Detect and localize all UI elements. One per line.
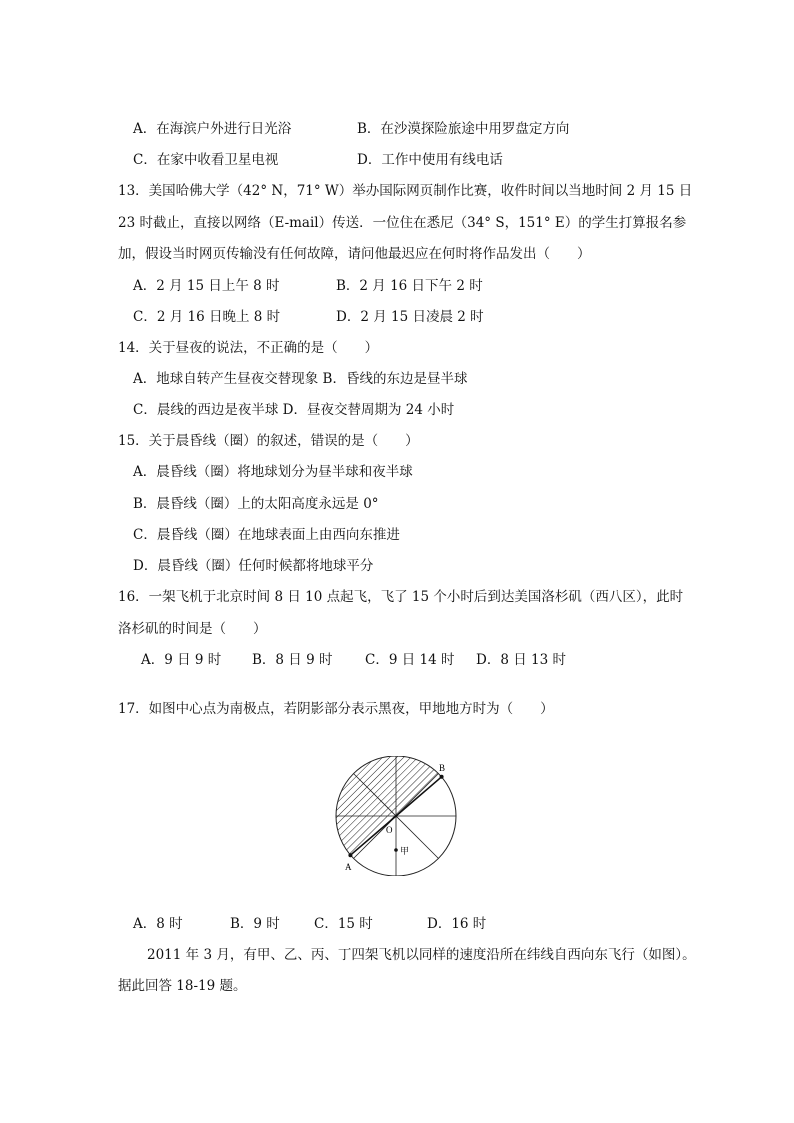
q15-stem: 15．关于晨昏线（圈）的叙述，错误的是（ ）: [118, 433, 419, 449]
q12-option-d: D．工作中使用有线电话: [357, 152, 503, 168]
label-a: A: [345, 862, 352, 872]
q12-option-b: B．在沙漠探险旅途中用罗盘定方向: [357, 121, 570, 137]
q13-stem-line3: 加，假设当时网页传输没有任何故障，请问他最迟应在何时将作品发出（ ）: [118, 246, 591, 262]
q15-option-a: A．晨昏线（圈）将地球划分为昼半球和夜半球: [133, 464, 413, 480]
q17-option-d: D．16 时: [427, 916, 487, 932]
south-pole-point: [395, 815, 398, 818]
q13-stem-line1: 13．美国哈佛大学（42° N，71° W）举办国际网页制作比赛，收件时间以当地时间 2 月 15 日: [118, 183, 693, 199]
point-a: [348, 853, 352, 857]
point-b: [440, 775, 444, 779]
q13-option-d: D．2 月 15 日凌晨 2 时: [336, 309, 484, 325]
q14-options-ab: A．地球自转产生昼夜交替现象 B．昏线的东边是昼半球: [133, 371, 468, 387]
q15-option-d: D．晨昏线（圈）任何时候都将地球平分: [133, 558, 374, 574]
q16-stem-line1: 16．一架飞机于北京时间 8 日 10 点起飞，飞了 15 个小时后到达美国洛杉矶（西八区），此时: [118, 589, 684, 605]
q13-option-b: B．2 月 16 日下午 2 时: [336, 278, 483, 294]
q14-stem: 14．关于昼夜的说法，不正确的是（ ）: [118, 340, 379, 356]
q14-options-cd: C．晨线的西边是夜半球 D．昼夜交替周期为 24 小时: [133, 402, 455, 418]
night-region: [336, 756, 442, 855]
passage-line1: 2011 年 3 月，有甲、乙、丙、丁四架飞机以同样的速度沿所在纬线自西向东飞行（如图）。: [147, 947, 696, 963]
q16-option-b: B．8 日 9 时: [252, 652, 333, 668]
q15-option-c: C．晨昏线（圈）在地球表面上由西向东推进: [133, 527, 400, 543]
label-o: O: [386, 825, 393, 835]
polar-diagram: [334, 756, 464, 876]
q13-option-c: C．2 月 16 日晚上 8 时: [133, 309, 281, 325]
q16-option-c: C．9 日 14 时: [365, 652, 455, 668]
q12-option-c: C．在家中收看卫星电视: [133, 152, 279, 168]
q17-stem: 17．如图中心点为南极点，若阴影部分表示黑夜，甲地地方时为（ ）: [118, 701, 554, 717]
label-jia: 甲: [400, 846, 410, 856]
q17-option-a: A．8 时: [133, 916, 183, 932]
label-b: B: [439, 763, 446, 773]
q13-option-a: A．2 月 15 日上午 8 时: [133, 278, 280, 294]
q16-option-a: A．9 日 9 时: [141, 652, 222, 668]
point-jia: [394, 848, 398, 852]
q16-option-d: D．8 日 13 时: [476, 652, 566, 668]
passage-line2: 据此回答 18-19 题。: [118, 978, 247, 994]
q16-stem-line2: 洛杉矶的时间是（ ）: [118, 621, 267, 637]
q12-option-a: A．在海滨户外进行日光浴: [133, 121, 292, 137]
polar-day-night-figure: [334, 756, 464, 876]
q13-stem-line2: 23 时截止，直接以网络（E-mail）传送．一位住在悉尼（34° S，151° E）的学生打算报名参: [118, 215, 687, 231]
q17-option-b: B．9 时: [230, 916, 280, 932]
q17-option-c: C．15 时: [314, 916, 373, 932]
q15-option-b: B．晨昏线（圈）上的太阳高度永远是 0°: [133, 496, 379, 512]
